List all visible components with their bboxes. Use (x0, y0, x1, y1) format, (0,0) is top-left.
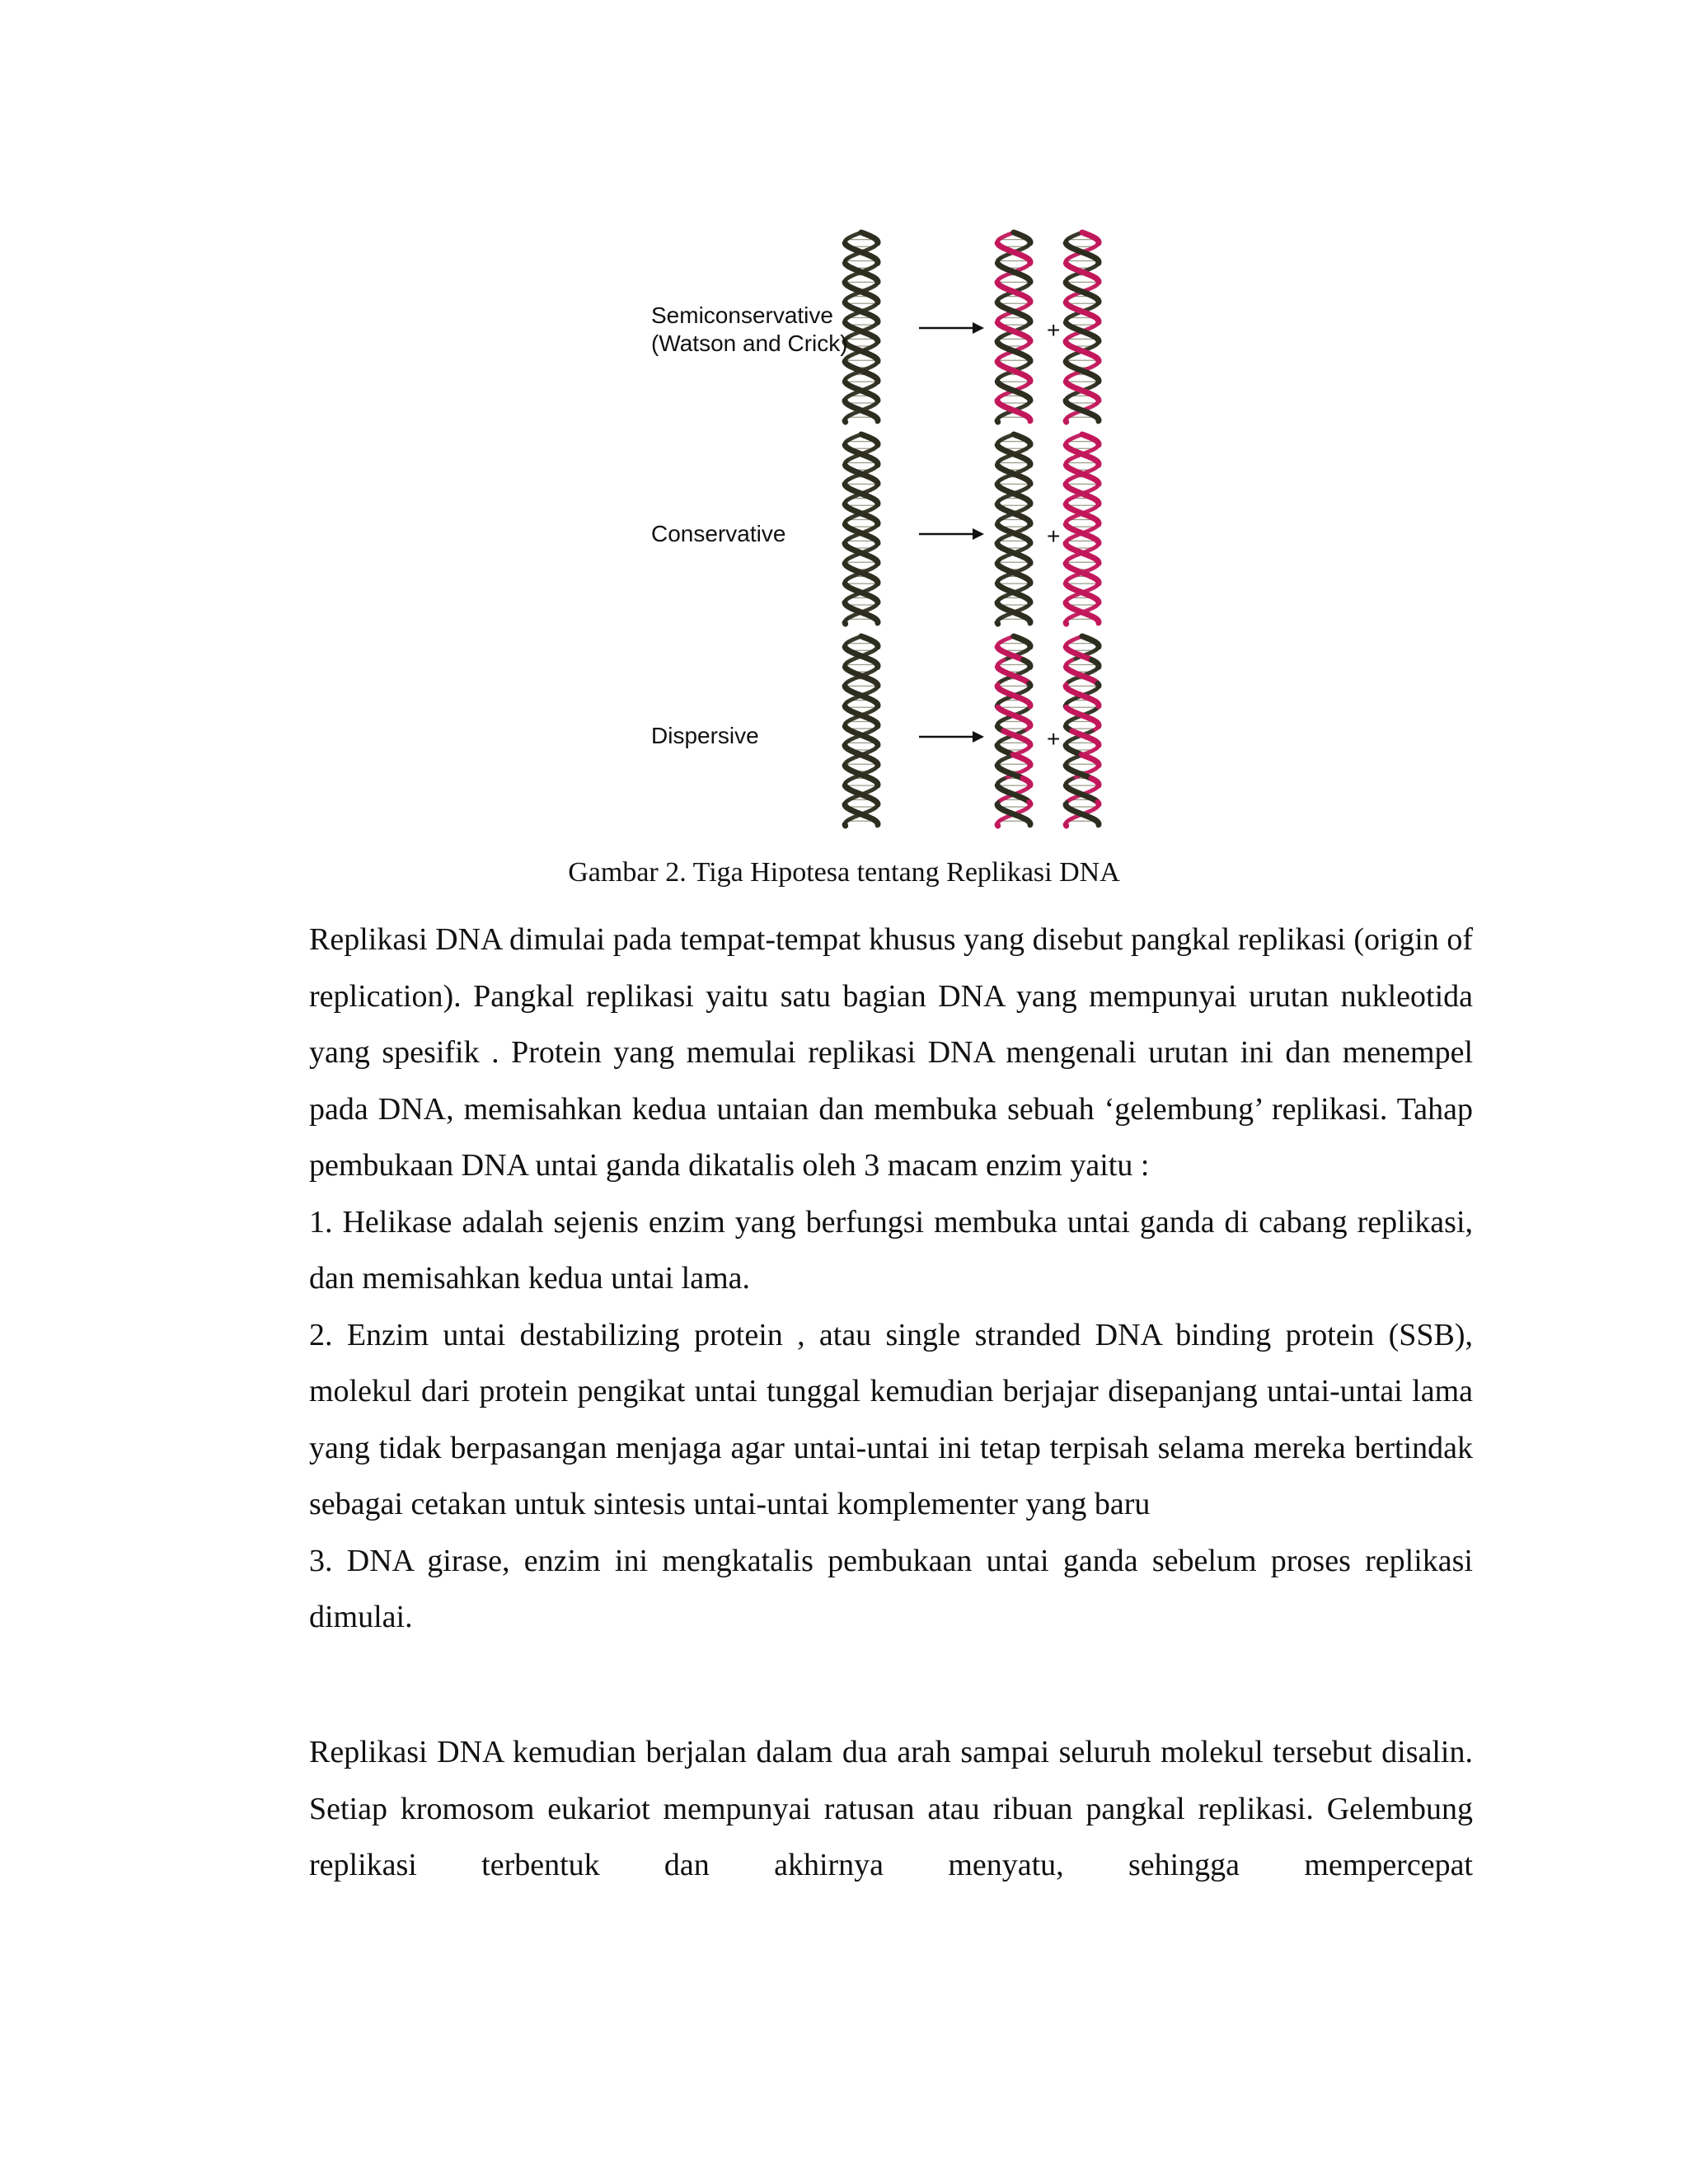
strand-segment (997, 421, 998, 422)
strand-segment (1066, 825, 1067, 826)
child2-helix (1066, 434, 1099, 624)
row-label-line-2: (Watson and Crick) (651, 330, 848, 356)
semiconservative-row (651, 232, 1099, 422)
plus-sign: + (1047, 726, 1061, 752)
arrow-head (973, 322, 984, 334)
list-item-2: 2. Enzim untai destabilizing protein , atau single stranded DNA binding protein (SSB), molekul dari protein pengikat untai tunggal kemudian berjajar disepanjang untai-untai lama yang tidak berpasangan menjaga agar untai-untai ini tetap terpisah selama mereka bertindak sebagai cetakan untuk sintesis untai-untai komplementer yang baru (309, 1317, 1473, 1521)
arrow-head (973, 731, 984, 743)
parent-helix (845, 232, 878, 422)
child1-helix (997, 434, 1030, 624)
child2-helix (1066, 232, 1099, 422)
arrow-head (973, 528, 984, 540)
strand-segment (845, 825, 846, 826)
strand-segment (997, 825, 998, 826)
dispersive-row (651, 636, 1099, 826)
row-label: Conservative (651, 521, 786, 546)
parent-helix (845, 636, 878, 826)
conservative-row (651, 434, 1099, 624)
list-item-3: 3. DNA girase, enzim ini mengkatalis pembukaan untai ganda sebelum proses replikasi dimulai. (309, 1543, 1473, 1634)
strand-segment (845, 623, 846, 624)
paragraph-2: Replikasi DNA kemudian berjalan dalam dua arah sampai seluruh molekul tersebut disalin. Setiap kromosom eukariot mempunyai ratusan atau ribuan pangkal replikasi. Gelembung replikasi terbentuk dan akhirnya menyatu, sehingga mempercepat (309, 1735, 1473, 1882)
strand-segment (1066, 623, 1067, 624)
child1-helix (997, 232, 1030, 422)
paragraph-1: Replikasi DNA dimulai pada tempat-tempat khusus yang disebut pangkal replikasi (origin of replication). Pangkal replikasi yaitu satu bagian DNA yang mempunyai urutan nukleotida yang spesifik . Protein yang memulai replikasi DNA mengenali urutan ini dan menempel pada DNA, memisahkan kedua untaian dan membuka sebuah ‘gelembung’ replikasi. Tahap pembukaan DNA untai ganda dikatalis oleh 3 macam enzim yaitu : (309, 922, 1473, 1183)
row-label-line-1: Semiconservative (651, 302, 833, 328)
parent-helix (845, 434, 878, 624)
body-section-2 (309, 1724, 1473, 1894)
child2-helix (1066, 636, 1099, 826)
plus-sign: + (1047, 317, 1061, 343)
strand-segment (1066, 421, 1067, 422)
child1-helix (997, 636, 1030, 826)
strand-segment (997, 623, 998, 624)
body-section-1 (309, 912, 1473, 1646)
list-item-1: 1. Helikase adalah sejenis enzim yang berfungsi membuka untai ganda di cabang replikasi, dan memisahkan kedua untai lama. (309, 1204, 1473, 1296)
dna-replication-figure (635, 223, 1179, 841)
strand-segment (845, 421, 846, 422)
row-label: Dispersive (651, 723, 759, 748)
figure-caption: Gambar 2. Tiga Hipotesa tentang Replikasi DNA (568, 857, 1120, 888)
plus-sign: + (1047, 523, 1061, 549)
